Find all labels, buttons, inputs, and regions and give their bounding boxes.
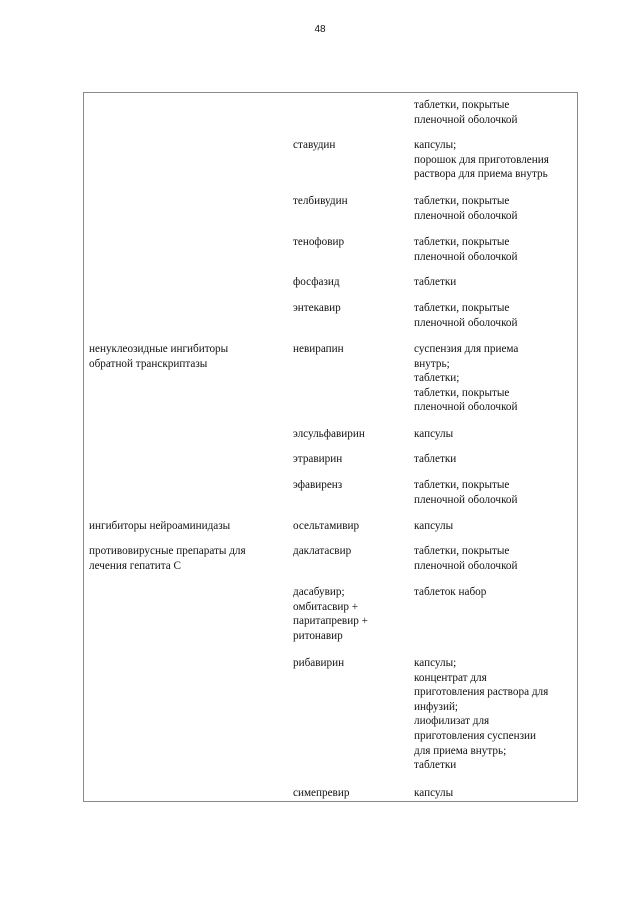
drug-name-cell: симепревир [293, 787, 350, 799]
drug-name-cell: рибавирин [293, 657, 345, 669]
drug-table [83, 92, 578, 802]
dosage-form-cell: таблетки [414, 453, 457, 465]
dosage-form-cell: таблетки, покрытые пленочной оболочкой [414, 99, 518, 126]
pharmacological-group-cell: противовирусные препараты для лечения гепатита С [89, 545, 246, 572]
dosage-form-cell: таблетки, покрытые пленочной оболочкой [414, 479, 518, 506]
drug-name-cell: осельтамивир [293, 520, 360, 532]
dosage-form-cell: капсулы [414, 428, 454, 440]
dosage-form-cell: таблетки, покрытые пленочной оболочкой [414, 195, 518, 222]
pharmacological-group-cell: ненуклеозидные ингибиторы обратной транскриптазы [89, 343, 229, 370]
drug-name-cell: даклатасвир [293, 545, 352, 557]
drug-name-cell: эфавиренз [293, 479, 343, 491]
dosage-form-cell: суспензия для приема внутрь; таблетки; таблетки, покрытые пленочной оболочкой [414, 343, 519, 414]
drug-name-cell: элсульфавирин [293, 428, 365, 440]
dosage-form-cell: таблеток набор [414, 586, 487, 598]
drug-name-cell: энтекавир [293, 302, 341, 314]
dosage-form-cell: капсулы [414, 787, 454, 799]
dosage-form-cell: капсулы [414, 520, 454, 532]
pharmacological-group-cell: ингибиторы нейроаминидазы [89, 520, 231, 532]
dosage-form-cell: таблетки, покрытые пленочной оболочкой [414, 545, 518, 572]
drug-name-cell: фосфазид [293, 276, 340, 288]
drug-name-cell: тенофовир [293, 236, 345, 248]
drug-name-cell: ставудин [293, 139, 336, 151]
dosage-form-cell: таблетки, покрытые пленочной оболочкой [414, 236, 518, 263]
drug-name-cell: телбивудин [293, 195, 348, 207]
dosage-form-cell: таблетки, покрытые пленочной оболочкой [414, 302, 518, 329]
dosage-form-cell: таблетки [414, 276, 457, 288]
dosage-form-cell: капсулы; порошок для приготовления раствора для приема внутрь [414, 139, 549, 181]
dosage-form-cell: капсулы; концентрат для приготовления раствора для инфузий; лиофилизат для приготовления суспензии для приема внутрь; таблетки [414, 657, 549, 772]
drug-name-cell: этравирин [293, 453, 343, 465]
drug-name-cell: дасабувир; омбитасвир + паритапревир + ритонавир [293, 586, 368, 642]
page-number: 48 [314, 24, 326, 35]
drug-name-cell: невирапин [293, 343, 344, 355]
